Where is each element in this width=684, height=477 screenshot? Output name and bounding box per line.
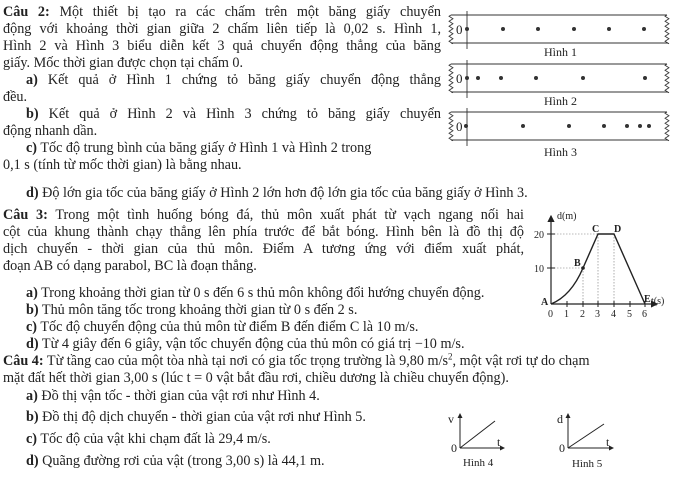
q4-option-b: b) Đồ thị độ dịch chuyển - thời gian của vật rơi như Hình 5. [26, 409, 366, 425]
tape-dot [602, 124, 606, 128]
tape-caption: Hình 2 [544, 94, 577, 108]
x-tick-0: 0 [548, 309, 553, 320]
tape-dot [521, 124, 525, 128]
q3-line-3: dịch chuyển - thời gian của thủ môn. Điểm A tương ứng với điểm xuất phát, [3, 241, 524, 257]
q2-label: Câu 2: [3, 4, 50, 20]
q2-option-c-cont: 0,1 s (tính từ mốc thời gian) là bằng nhau. [3, 157, 242, 173]
tape-dot [534, 76, 538, 80]
tape-dot [501, 27, 505, 31]
q4-option-a: a) Đồ thị vận tốc - thời gian của vật rơi như Hình 4. [26, 388, 320, 404]
fig4-y-label: v [448, 412, 454, 426]
x-tick-5: 5 [627, 309, 632, 320]
tape-figure-1 [449, 11, 669, 59]
tape-dot [567, 124, 571, 128]
x-tick-1: 1 [564, 309, 569, 320]
x-tick-6: 6 [642, 309, 647, 320]
torn-edge-left [449, 15, 453, 44]
torn-edge-right [665, 15, 669, 44]
q3-label: Câu 3: [3, 207, 48, 223]
q2-option-a-cont: đều. [3, 89, 28, 105]
q4-option-c: c) Tốc độ của vật khi chạm đất là 29,4 m/s. [26, 431, 271, 447]
q2-option-b: b) Kết quả ở Hình 2 và Hình 3 chứng tỏ băng giấy chuyển [26, 106, 441, 122]
point-e-label: E [644, 294, 651, 305]
point-b-label: B [574, 258, 581, 269]
torn-edge-left [449, 112, 453, 141]
point-a-label: A [541, 297, 549, 308]
y-tick-10: 10 [534, 264, 544, 275]
torn-edge-left [449, 64, 453, 93]
q2-option-b-cont: động nhanh dần. [3, 123, 98, 139]
q3-line-2: cột của khung thành chạy thẳng lên phía trước để bắt bóng. Hình bên là đồ thị độ [3, 224, 524, 240]
tape-dot [476, 76, 480, 80]
fig4-x-label: t [497, 435, 501, 449]
y-tick-20: 20 [534, 230, 544, 241]
origin-label: 0 [456, 71, 463, 86]
tape-dot [643, 76, 647, 80]
fig4-caption: Hình 4 [463, 457, 494, 469]
x-axis-label: t(s) [651, 296, 665, 307]
tape-dot [642, 27, 646, 31]
tape-dot [647, 124, 651, 128]
tape-dot [638, 124, 642, 128]
q4-line-1: Câu 4: Từ tầng cao của một tòa nhà tại nơi có gia tốc trọng trường là 9,80 $m/s^2$, một vật rơi tự do chạm [3, 351, 590, 369]
point-d-label: D [614, 224, 622, 235]
origin-label: 0 [456, 22, 463, 37]
tape-dot [536, 27, 540, 31]
torn-edge-right [665, 112, 669, 141]
q3-line-4: đoạn AB có dạng parabol, BC là đoạn thẳng. [3, 258, 257, 274]
tape-dot [464, 124, 468, 128]
fig5-x-label: t [606, 435, 610, 449]
q2-option-d: d) Độ lớn gia tốc của băng giấy ở Hình 2 lớn hơn độ lớn gia tốc của băng giấy ở Hình 3. [26, 185, 528, 201]
tape-dot [499, 76, 503, 80]
x-tick-2: 2 [580, 309, 585, 320]
q3-line-1: Câu 3: Trong một tình huống bóng đá, thủ môn xuất phát từ vạch ngang nối hai [3, 207, 524, 223]
q2-option-a: a) Kết quả ở Hình 1 chứng tỏ băng giấy chuyển động thẳng [26, 72, 441, 88]
origin-label: 0 [456, 119, 463, 134]
tape-dot [607, 27, 611, 31]
q3-option-d: d) Từ 4 giây đến 6 giây, vận tốc chuyển động của thủ môn có giá trị −10 m/s. [26, 336, 465, 352]
x-tick-4: 4 [611, 309, 616, 320]
q2-line-4: giấy. Mốc thời gian được chọn tại chấm 0. [3, 55, 244, 71]
q2-line-2: động với khoảng thời gian giữa 2 chấm liên tiếp là 0,02 s. Hình 1, [3, 21, 441, 37]
tape-dot [581, 76, 585, 80]
torn-edge-right [665, 64, 669, 93]
x-tick-3: 3 [595, 309, 600, 320]
q3-option-a: a) Trong khoảng thời gian từ 0 s đến 6 s thủ môn không đổi hướng chuyển động. [26, 285, 485, 301]
tape-caption: Hình 1 [544, 45, 577, 59]
q4-label: Câu 4: [3, 353, 44, 369]
q4-line-2: mặt đất hết thời gian 3,00 s (lúc t = 0 vật bắt đầu rơi, chiều dương là chiều chuyển động). [3, 370, 509, 386]
tape-dot [465, 76, 469, 80]
tape-dot [465, 27, 469, 31]
tape-dot [572, 27, 576, 31]
tape-dot [625, 124, 629, 128]
tape-figure-2 [449, 60, 669, 108]
q2-line-3: Hình 2 và Hình 3 biểu diễn kết 3 quả chuyển động thẳng của băng [3, 38, 441, 54]
q2-line-1: Câu 2: Một thiết bị tạo ra các chấm trên một băng giấy chuyển [3, 4, 441, 20]
tape-caption: Hình 3 [544, 145, 577, 159]
y-axis-label: d(m) [557, 211, 577, 222]
q3-option-b: b) Thủ môn tăng tốc trong khoảng thời gian từ 0 s đến 2 s. [26, 302, 358, 318]
q3-option-c: c) Tốc độ chuyển động của thủ môn từ điểm B đến điểm C là 10 m/s. [26, 319, 419, 335]
q4-option-d: d) Quãng đường rơi của vật (trong 3,00 s) là 44,1 m. [26, 453, 325, 469]
q2-option-c: c) Tốc độ trung bình của băng giấy ở Hình 1 và Hình 2 trong [26, 140, 372, 156]
tape-figure-3 [449, 108, 669, 159]
fig5-origin: 0 [559, 441, 565, 455]
fig5-caption: Hình 5 [572, 458, 603, 470]
point-c-label: C [592, 224, 600, 235]
fig4-origin: 0 [451, 441, 457, 455]
fig5-y-label: d [557, 412, 563, 426]
